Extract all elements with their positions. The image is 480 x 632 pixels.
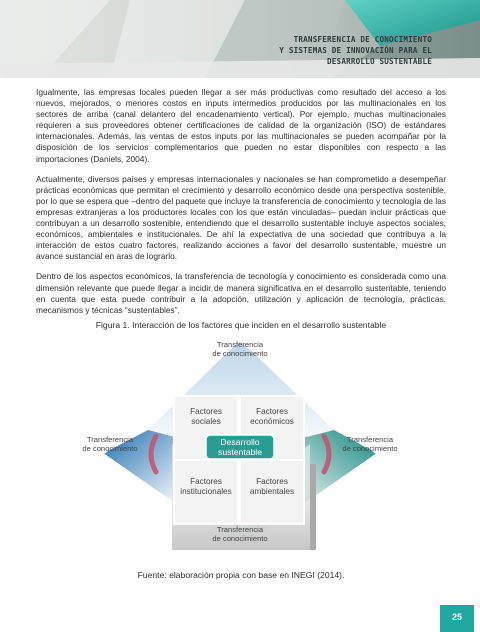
label-environmental-2: ambientales bbox=[249, 487, 295, 496]
right-label-2: de conocimiento bbox=[342, 444, 398, 453]
label-environmental-1: Factores bbox=[256, 477, 288, 486]
figure-caption: Figura 1. Interacción de los factores que inciden en el desarrollo sustentable bbox=[95, 320, 387, 330]
label-economic-1: Factores bbox=[256, 407, 288, 416]
label-institutional-2: institucionales bbox=[180, 487, 232, 496]
top-label-1: Transferencia bbox=[216, 340, 264, 349]
left-label-2: de conocimiento bbox=[82, 444, 138, 453]
label-institutional-1: Factores bbox=[190, 477, 222, 486]
paragraph-1: Igualmente, las empresas locales pueden llegar a ser más productivas como resultado del acceso a los nuevos, mejorados, o menores costos en inputs intermedios producidos por las multinacionales en los sectores de arriba (canal delantero del encadenamiento vertical). Por ejemplo, muchas multinacionales requieren a sus proveedores obtener certificaciones de calidad de la organización (ISO) de estándares internacionales. Además, las ventas de estos inputs por las multinacionales se pueden acompañar por la disposición de los servicios complementarios que pueden no estar disponibles con respecto a las importaciones (Daniels, 2004). bbox=[36, 87, 446, 164]
center-label-2: sustentable bbox=[218, 447, 262, 457]
body-text bbox=[36, 87, 446, 325]
header-band bbox=[0, 0, 480, 78]
label-social-2: sociales bbox=[191, 417, 221, 426]
bottom-label-2: de conocimiento bbox=[212, 534, 268, 543]
center-label-1: Desarrollo bbox=[220, 437, 260, 447]
top-label-2: de conocimiento bbox=[212, 349, 268, 358]
header-title-line: DESARROLLO SUSTENTABLE bbox=[327, 57, 432, 66]
factors-diagram bbox=[80, 336, 400, 561]
label-social-1: Factores bbox=[190, 407, 222, 416]
header-title-line: TRANSFERENCIA DE CONOCIMIENTO bbox=[293, 35, 432, 44]
bottom-label-1: Transferencia bbox=[216, 525, 264, 534]
left-label-1: Transferencia bbox=[86, 435, 134, 444]
figure-source: Fuente: elaboración propia con base en INEGI (2014). bbox=[137, 570, 345, 580]
label-economic-2: económicos bbox=[250, 417, 294, 426]
header-title bbox=[279, 34, 432, 67]
page-number: 25 bbox=[451, 612, 462, 622]
page-number-box bbox=[440, 605, 474, 632]
header-title-line: Y SISTEMAS DE INNOVACIÓN PARA EL bbox=[279, 46, 432, 55]
paragraph-3: Dentro de los aspectos económicos, la transferencia de tecnología y conocimiento es considerada como una dimensión relevante que puede llegar a incidir de manera significativa en el desarrollo sustentable, teniendo en cuenta que esta puede contribuir a la adopción, utilización y aplicación de tecnología, prácticas, mecanismos y técnicas “sustentables”. bbox=[36, 271, 446, 315]
right-label-1: Transferencia bbox=[346, 435, 394, 444]
paragraph-2: Actualmente, diversos países y empresas internacionales y nacionales se han comprometido a desempeñar prácticas económicas que permitan el crecimiento y desarrollo económico desde una perspectiva sostenible, por lo que se espera que –dentro del paquete que incluye la transferencia de conocimiento y tecnología de las empresas extranjeras a los productores locales con los que están vinculadas– puedan incluir prácticas que contribuyan a un desarrollo sostenible, entendiendo que el desarrollo sustentable incluye aspectos sociales, económicos, ambientales e institucionales. De ahí la expectativa de una sociedad que contribuya a la interacción de estos cuatro factores, realizando acciones a favor del desarrollo sustentable, muestre un avance sustancial en aras de lograrlo. bbox=[36, 173, 446, 262]
shadow-edge bbox=[310, 464, 316, 550]
